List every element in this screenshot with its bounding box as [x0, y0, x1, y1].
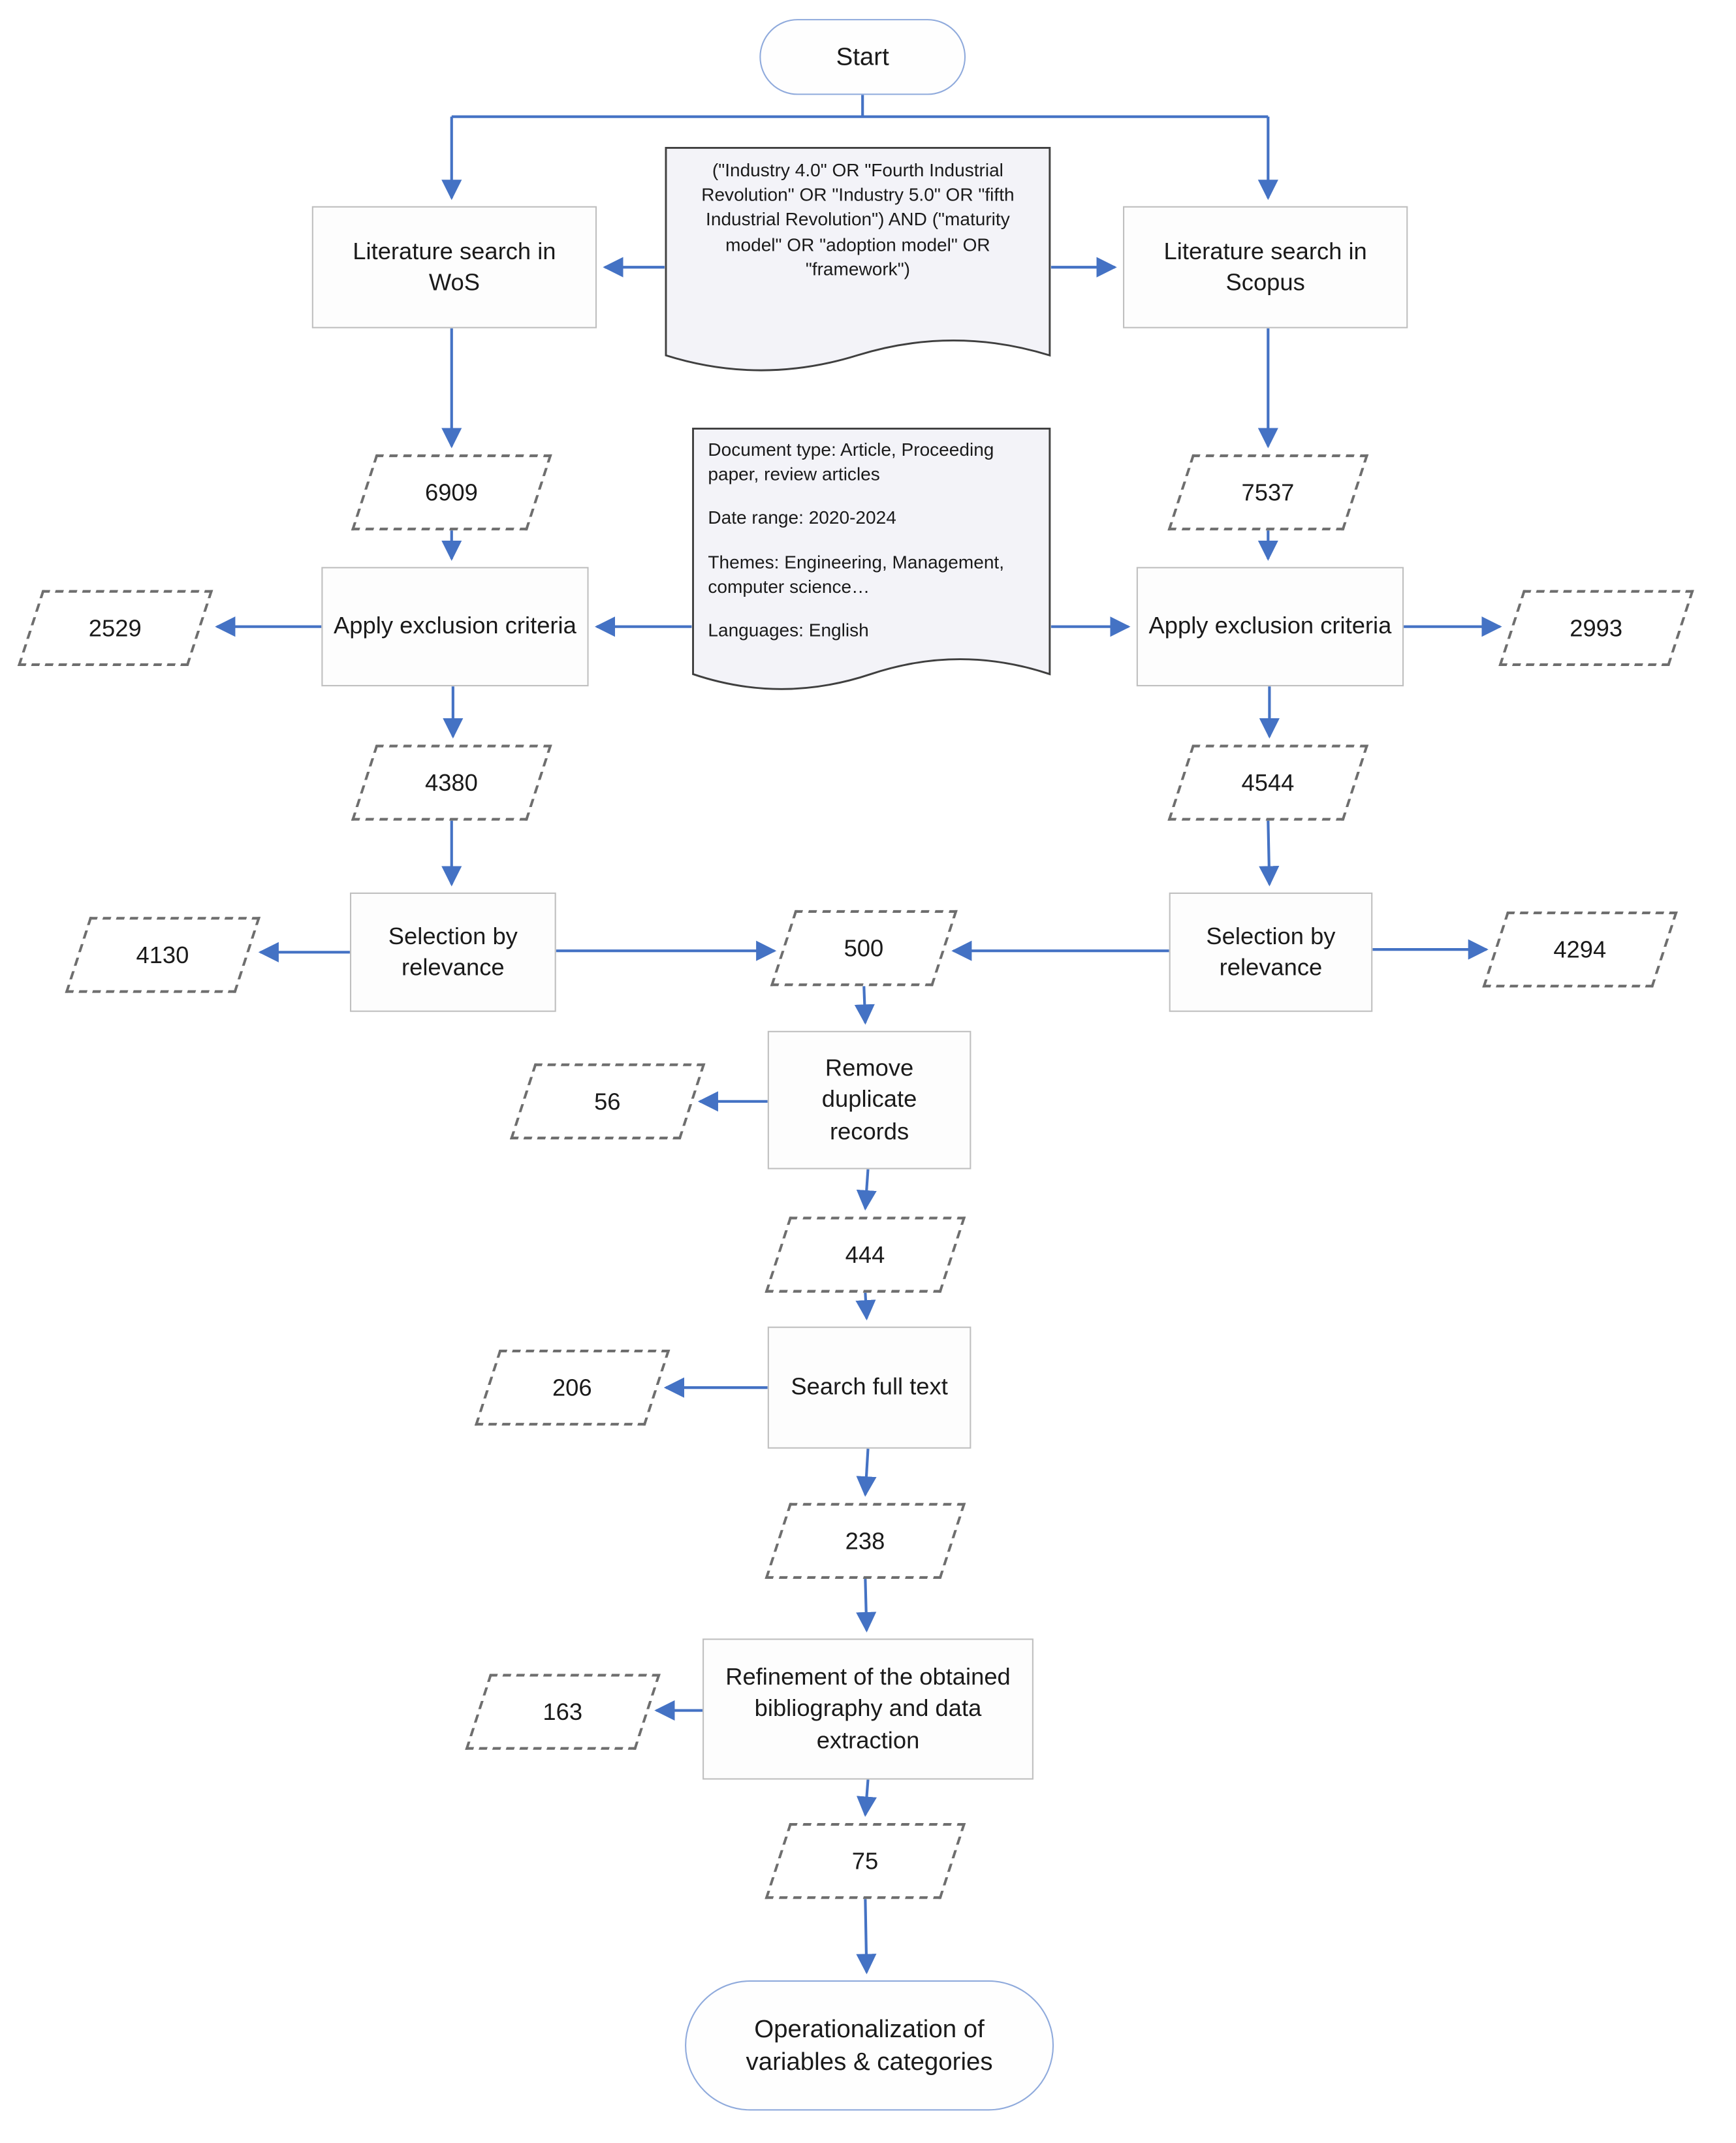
- after-duplicates-count: [765, 1216, 966, 1292]
- start-label: Start: [836, 42, 889, 71]
- refinement-label: Refinement of the obtained bibliography and data extraction: [725, 1663, 1011, 1754]
- scopus-after-exclusion-value: 4544: [1241, 768, 1295, 796]
- wos-excluded-count-value: 2529: [89, 613, 142, 641]
- remove-duplicates-box: [768, 1031, 971, 1169]
- after-duplicates-value: 444: [845, 1240, 885, 1268]
- refinement-removed-count: [465, 1674, 661, 1749]
- no-full-text-count: [475, 1350, 671, 1425]
- exclusion-criteria-document: [691, 427, 1050, 709]
- refinement-removed-value: 163: [543, 1697, 583, 1725]
- start-node: [759, 19, 966, 95]
- criteria-doc-type: Document type: Article, Proceeding paper, review articles: [708, 439, 994, 485]
- criteria-themes: Themes: Engineering, Management, computer science…: [708, 551, 1005, 597]
- scopus-apply-exclusion-box: [1137, 567, 1404, 686]
- scopus-excluded-count: [1498, 590, 1694, 666]
- duplicates-removed-value: 56: [594, 1087, 621, 1115]
- wos-selection-relevance-box: [350, 893, 556, 1012]
- wos-initial-count-value: 6909: [425, 478, 479, 505]
- wos-apply-exclusion-box: [321, 567, 588, 686]
- search-full-text-box: [768, 1327, 971, 1449]
- scopus-excluded-count-value: 2993: [1570, 613, 1623, 641]
- selected-total-value: 500: [844, 934, 884, 961]
- no-full-text-value: 206: [552, 1373, 592, 1401]
- exclusion-criteria-text: [691, 427, 1050, 643]
- scopus-initial-count-value: 7537: [1241, 478, 1295, 505]
- scopus-selection-relevance-label: Selection by relevance: [1206, 922, 1336, 981]
- remove-duplicates-label: Remove duplicate records: [821, 1054, 917, 1145]
- final-sample-value: 75: [852, 1847, 879, 1874]
- duplicates-removed-count: [510, 1064, 706, 1139]
- scopus-after-exclusion-count: [1167, 744, 1368, 820]
- wos-after-exclusion-value: 4380: [425, 768, 479, 796]
- wos-after-exclusion-count: [351, 744, 552, 820]
- final-sample-count: [765, 1823, 966, 1899]
- scopus-apply-exclusion-label: Apply exclusion criteria: [1148, 612, 1392, 640]
- selected-total-count: [770, 910, 958, 986]
- refinement-box: [702, 1638, 1034, 1779]
- wos-removed-relevance-value: 4130: [136, 940, 189, 968]
- search-query-text: ("Industry 4.0" OR "Fourth Industrial Revolution" OR "Industry 5.0" OR "fifth Industrial Revolution") AND ("maturity model" OR "adoption model" OR "framework"): [701, 160, 1015, 279]
- wos-search-label: Literature search in WoS: [353, 237, 556, 296]
- scopus-search-box: [1123, 206, 1408, 328]
- wos-excluded-count: [18, 590, 213, 666]
- wos-initial-count: [351, 454, 552, 530]
- after-full-text-count: [765, 1503, 966, 1579]
- after-full-text-value: 238: [845, 1527, 885, 1554]
- scopus-removed-relevance-value: 4294: [1553, 935, 1607, 962]
- operationalization-label: Operationalization of variables & categories: [746, 2014, 993, 2076]
- scopus-removed-relevance-count: [1482, 912, 1678, 987]
- search-full-text-label: Search full text: [791, 1373, 948, 1401]
- criteria-date-range: Date range: 2020-2024: [708, 507, 896, 528]
- scopus-initial-count: [1167, 454, 1368, 530]
- search-query-document: [665, 146, 1051, 390]
- wos-selection-relevance-label: Selection by relevance: [388, 922, 518, 981]
- wos-apply-exclusion-label: Apply exclusion criteria: [334, 612, 576, 640]
- wos-removed-relevance-count: [65, 917, 261, 992]
- operationalization-node: [685, 1980, 1054, 2110]
- scopus-search-label: Literature search in Scopus: [1163, 237, 1367, 296]
- wos-search-box: [312, 206, 597, 328]
- scopus-selection-relevance-box: [1169, 893, 1373, 1012]
- criteria-languages: Languages: English: [708, 620, 869, 641]
